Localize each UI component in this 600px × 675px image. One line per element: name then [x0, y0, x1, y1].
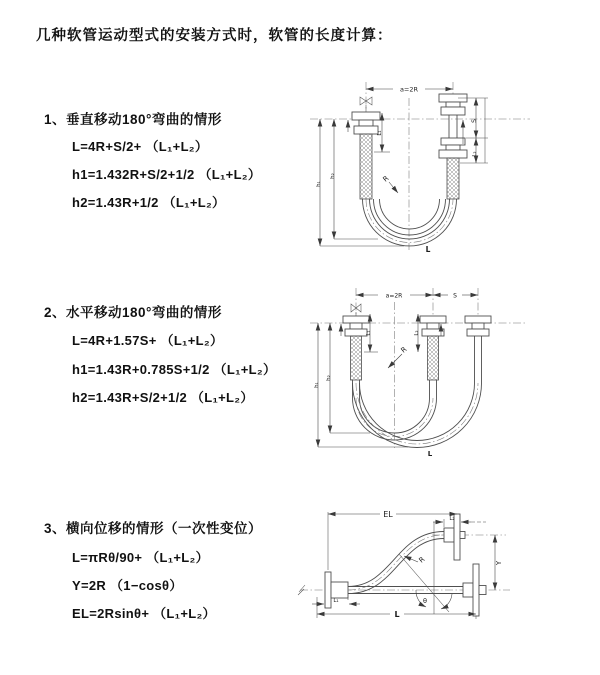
dimension-l1: [312, 598, 360, 608]
l1-label: L₁: [333, 598, 339, 604]
h2-label: h₂: [330, 173, 336, 179]
page-title: 几种软管运动型式的安装方式时，软管的长度计算：: [36, 28, 393, 44]
s-curve-hose: [348, 532, 444, 594]
section-2-heading: 2、水平移动180°弯曲的情形: [44, 305, 222, 320]
el-label: EL: [383, 510, 393, 519]
s-label: S: [453, 292, 457, 300]
length-label: L: [427, 450, 433, 458]
dimension-l2: [472, 138, 478, 163]
radius-label: R: [399, 345, 409, 355]
dimension-l: [317, 597, 476, 619]
section-3-heading: 3、横向位移的情形（一次性变位）: [44, 521, 263, 536]
left-pipe-fitting: [352, 112, 380, 199]
diagram-vertical-180-bend: [308, 76, 573, 256]
l2-label: L₂: [472, 151, 478, 157]
left-pipe-fitting: [343, 316, 369, 380]
diagram-lateral-displacement: [292, 502, 592, 647]
section-2-formula-h1: h1=1.43R+0.785S+1/2 （L₁+L₂）: [72, 362, 277, 377]
l2-label: L₂: [414, 330, 420, 336]
radius-callout: [382, 174, 398, 193]
section-2-formula-L: L=4R+1.57S+ （L₁+L₂）: [72, 333, 224, 348]
section-1-formula-h2: h2=1.43R+1/2 （L₁+L₂）: [72, 195, 226, 210]
s-label: S: [471, 119, 478, 123]
h2-label: h₂: [326, 375, 332, 381]
span-label: a=2R: [385, 292, 403, 300]
l1-label: L₁: [377, 130, 383, 136]
hose-u-bend-position-2: [353, 336, 482, 448]
h1-label: h₁: [314, 382, 320, 388]
dimension-s: [433, 293, 478, 300]
section-1-formula-L: L=4R+S/2+ （L₁+L₂）: [72, 139, 209, 154]
section-1-formula-h1: h1=1.432R+S/2+1/2 （L₁+L₂）: [72, 167, 262, 182]
span-label: a=2R: [399, 85, 419, 94]
radius-label: R: [417, 555, 427, 565]
theta-label: θ: [423, 597, 427, 605]
radius-callout: [388, 345, 409, 368]
section-1-heading: 1、垂直移动180°弯曲的情形: [44, 112, 222, 127]
dimension-h2: [326, 323, 370, 433]
l2-label: L₂: [449, 516, 455, 522]
l1-label: L₁: [366, 330, 372, 336]
radius-callout: [404, 555, 427, 564]
middle-pipe-fitting: [420, 316, 446, 380]
length-label: L: [394, 610, 400, 619]
h1-label: h₁: [316, 181, 322, 187]
section-2-formula-h2: h2=1.43R+S/2+1/2 （L₁+L₂）: [72, 390, 254, 405]
right-pipe-fitting: [465, 316, 491, 336]
length-label: L: [425, 245, 431, 254]
dimension-span: [356, 293, 433, 300]
y-label: Y: [495, 560, 503, 566]
diagram-horizontal-180-bend: [308, 280, 573, 458]
section-3-formula-L: L=πRθ/90+ （L₁+L₂）: [72, 550, 209, 565]
section-3-formula-EL: EL=2Rsinθ+ （L₁+L₂）: [72, 606, 216, 621]
dimension-span: [366, 86, 453, 94]
section-3-formula-Y: Y=2R （1−cosθ）: [72, 578, 183, 593]
radius-label: R: [381, 174, 391, 184]
dimension-l2: [414, 314, 420, 352]
dimension-y: [495, 535, 503, 590]
right-flange: [463, 564, 486, 616]
right-pipe-fitting: [439, 94, 467, 199]
centerlines: [310, 82, 530, 250]
